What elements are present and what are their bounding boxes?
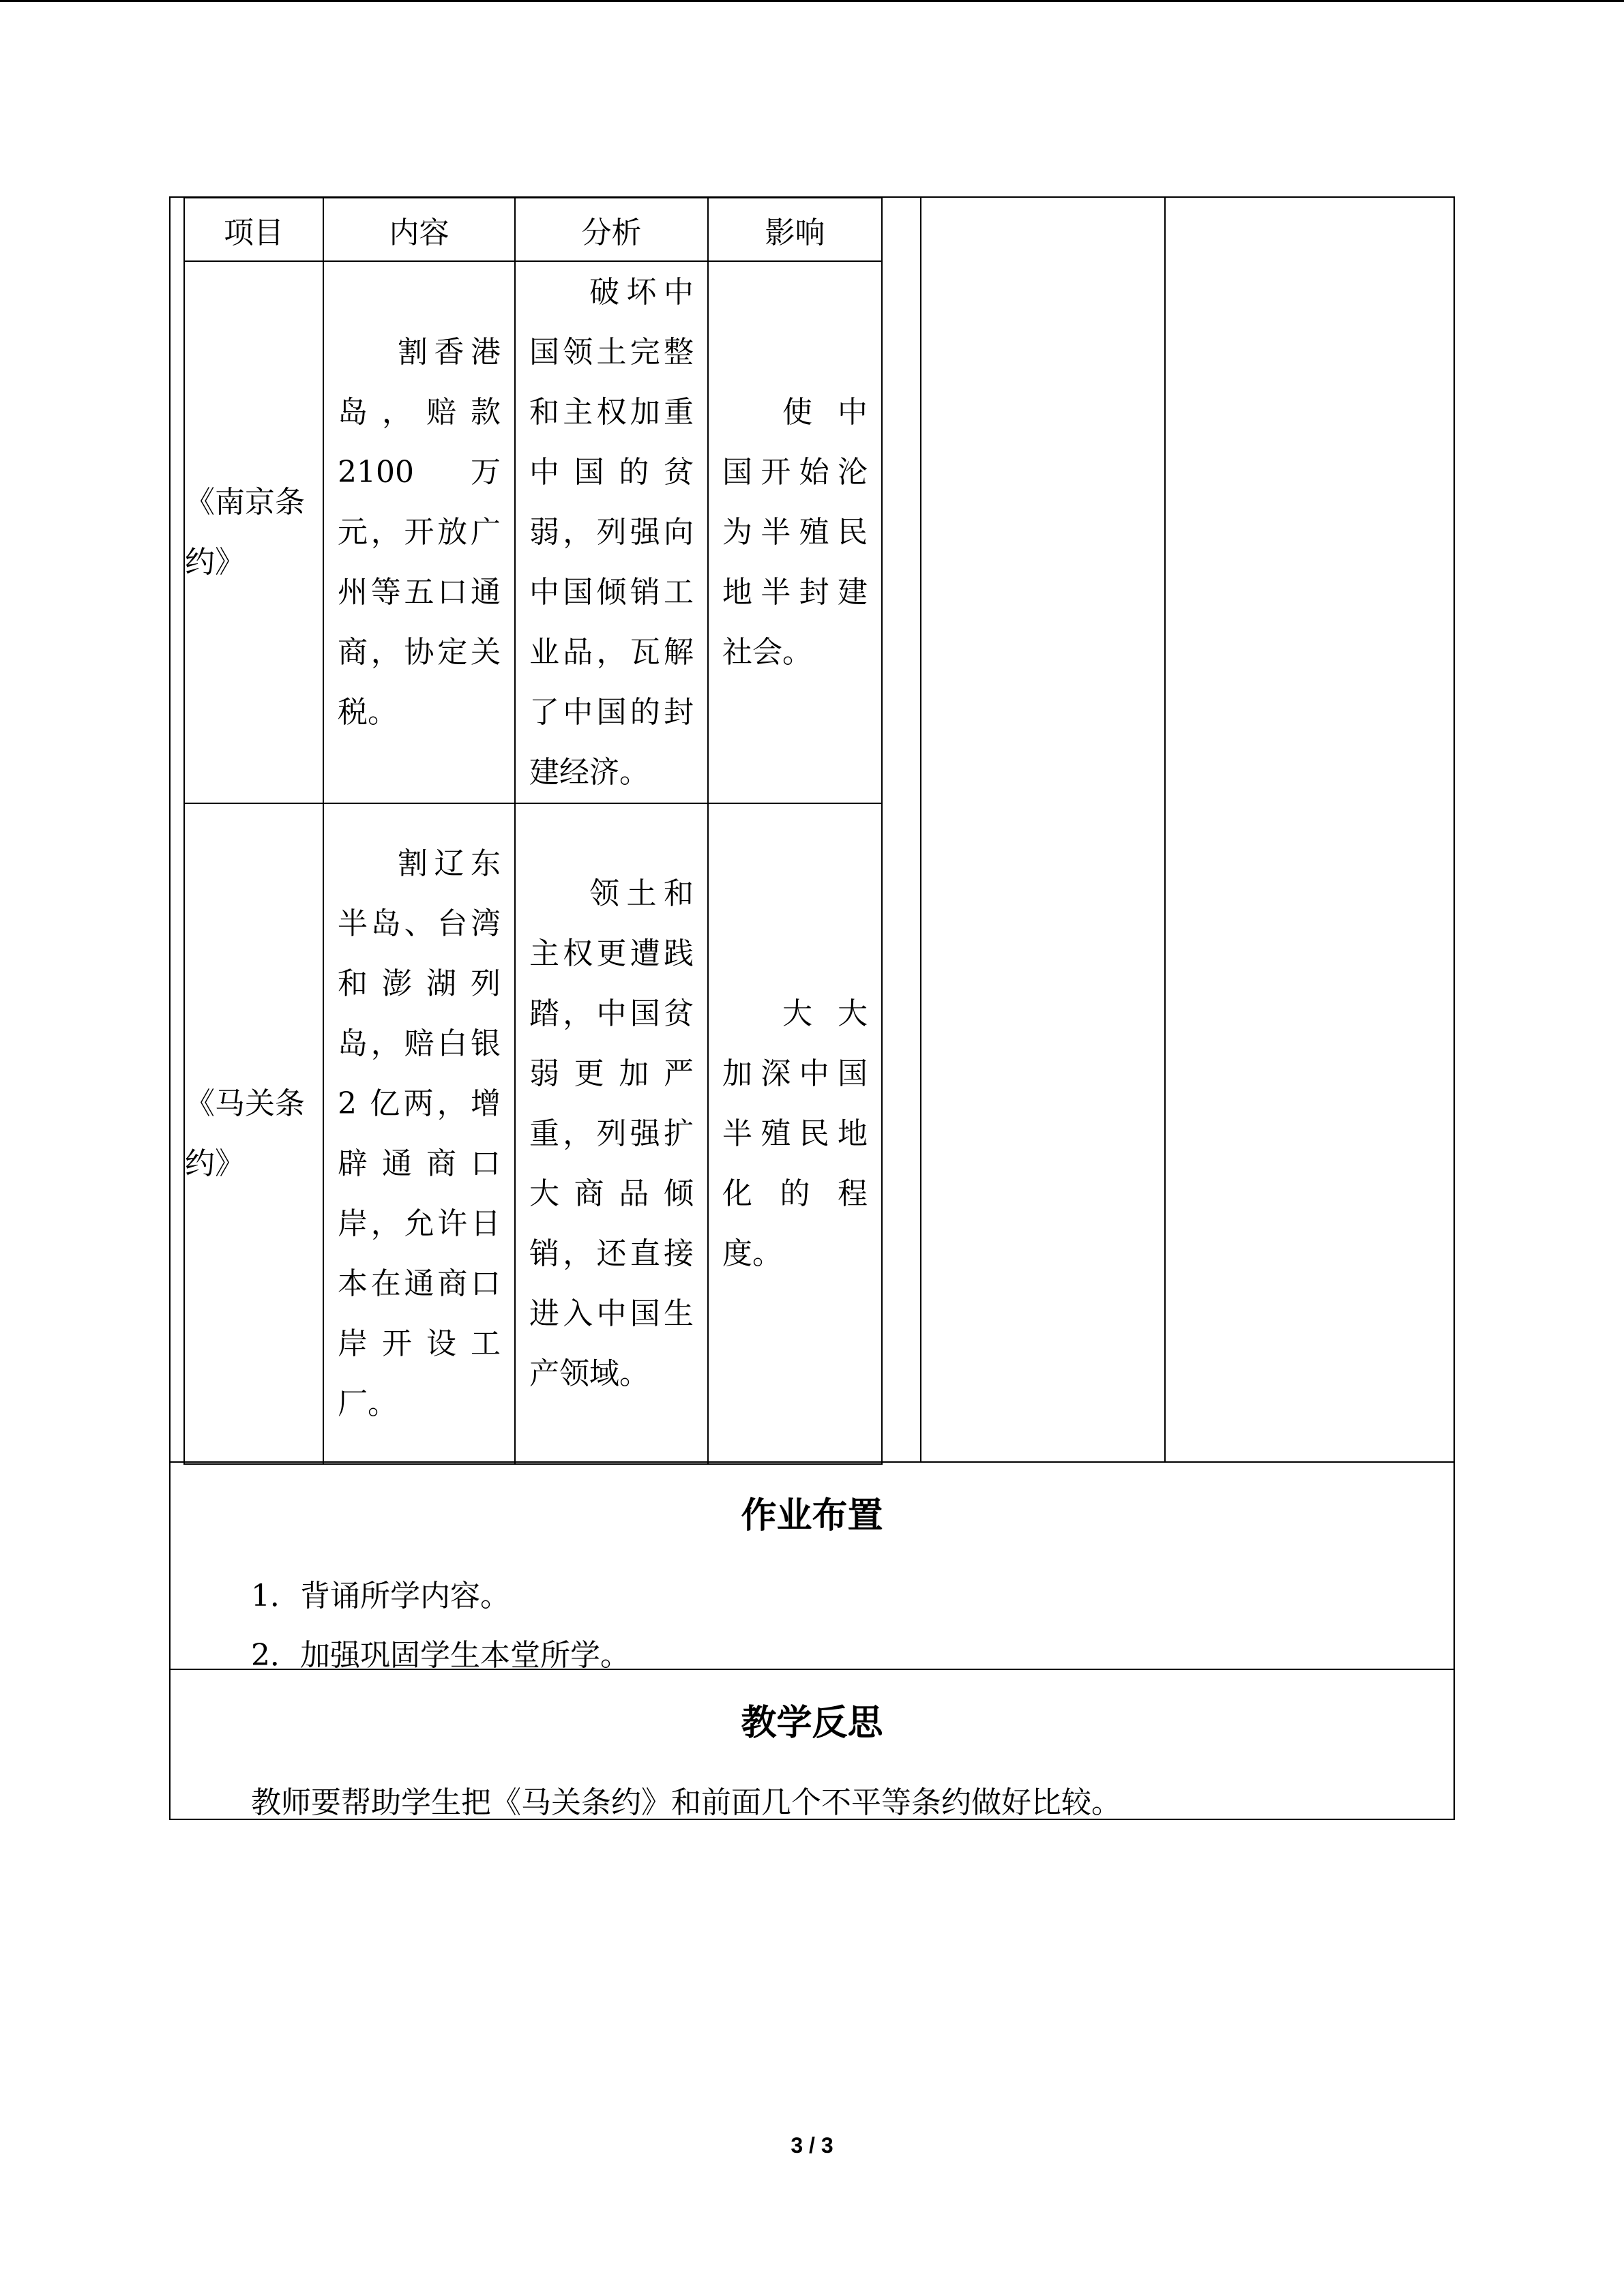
row-impact: 使中国开始沦为半殖民地半封建社会。: [722, 394, 868, 670]
homework-item-2: 2．加强巩固学生本堂所学。: [251, 1638, 630, 1673]
column-divider-2: [1164, 196, 1166, 1463]
homework-title: 作业布置: [741, 1495, 883, 1536]
page-number: 3 / 3: [791, 2133, 833, 2158]
outer-frame-left: [169, 196, 171, 1820]
table-row: [184, 261, 882, 803]
row-analysis-cell: [515, 803, 708, 1464]
header-analysis: 分析: [515, 198, 708, 261]
row-analysis: 破坏中国领土完整和主权加重中国的贫弱，列强向中国倾销工业品，瓦解了中国的封建经济。: [529, 274, 694, 790]
page-top-border: [0, 0, 1624, 2]
header-impact: 影响: [708, 198, 882, 261]
row-content: 割香港岛，赔款 2100 万元，开放广州等五口通商，协定关税。: [338, 334, 501, 730]
row-content-cell: [323, 261, 515, 803]
header-item: 项目: [184, 198, 323, 261]
row-content: 割辽东半岛、台湾和澎湖列岛，赔白银 2 亿两，增辟通商口岸，允许日本在通商口岸开设工厂。: [338, 846, 501, 1421]
row-analysis-cell: [515, 261, 708, 803]
reflection-text: 教师要帮助学生把《马关条约》和前面几个不平等条约做好比较。: [251, 1785, 1121, 1820]
row-analysis: 领土和主权更遭践踏，中国贫弱更加严重，列强扩大商品倾销，还直接进入中国生产领域。: [529, 876, 694, 1391]
reflection-title: 教学反思: [741, 1703, 883, 1744]
row-impact: 大大加深中国半殖民地化的程度。: [722, 996, 868, 1271]
row-item: 《南京条约》: [184, 261, 323, 803]
row-item: 《马关条约》: [184, 803, 323, 1464]
treaty-comparison-table: [183, 197, 883, 1465]
table-row: [184, 803, 882, 1464]
table-header-row: [184, 198, 882, 261]
homework-item-1: 1．背诵所学内容。: [251, 1579, 510, 1613]
row-content-cell: [323, 803, 515, 1464]
row-impact-cell: [708, 261, 882, 803]
outer-frame-right: [1453, 196, 1455, 1820]
row-impact-cell: [708, 803, 882, 1464]
header-content: 内容: [323, 198, 515, 261]
column-divider-1: [920, 196, 921, 1463]
